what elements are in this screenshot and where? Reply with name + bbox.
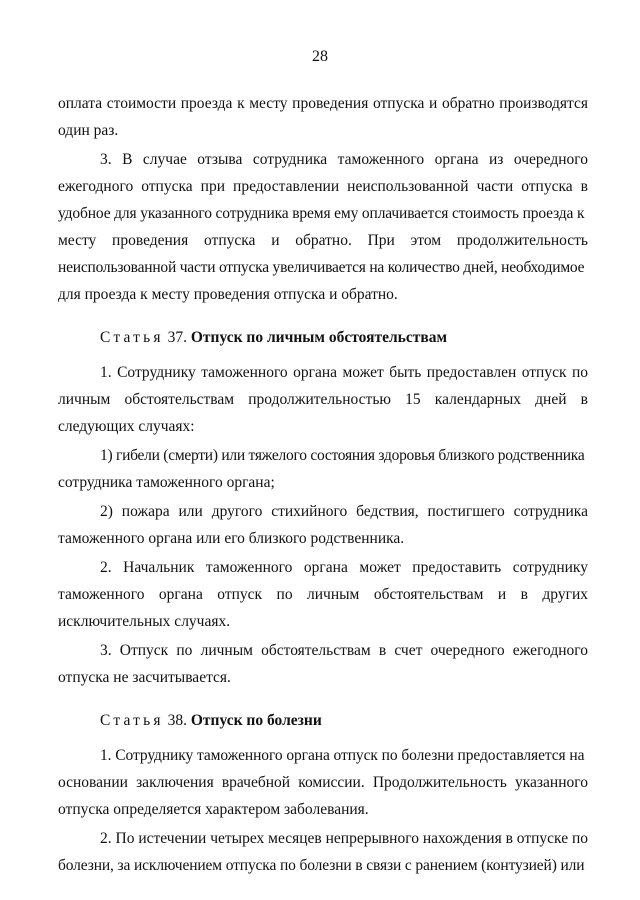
text-line: 2) пожара или другого стихийного бедствия, постигшего сотрудника bbox=[100, 503, 588, 520]
text-line: таможенного органа или его близкого родственника. bbox=[58, 530, 405, 547]
article-number: 37. bbox=[163, 329, 191, 346]
text-line: отпуска не засчитывается. bbox=[58, 669, 231, 686]
text-line: месту проведения отпуска и обратно. При этом продолжительность bbox=[58, 232, 588, 249]
text-line: один раз. bbox=[58, 122, 119, 139]
text-line: ежегодного отпуска при предоставлении неиспользованной части отпуска в bbox=[58, 178, 588, 195]
text-line: следующих случаях: bbox=[58, 418, 195, 435]
text-line: 2. Начальник таможенного органа может предоставить сотруднику bbox=[100, 559, 588, 576]
text-line: 3. Отпуск по личным обстоятельствам в счет очередного ежегодного bbox=[100, 642, 588, 659]
article-title: Отпуск по болезни bbox=[190, 712, 322, 729]
text-line: сотрудника таможенного органа; bbox=[58, 474, 275, 491]
text-line: оплата стоимости проезда к месту проведения отпуска и обратно производятся bbox=[58, 95, 588, 112]
text-line: отпуска определяется характером заболевания. bbox=[58, 801, 369, 818]
article-title: Отпуск по личным обстоятельствам bbox=[190, 329, 448, 346]
text-line: неиспользованной части отпуска увеличивается на количество дней, необходимое bbox=[58, 259, 585, 276]
text-line: 1) гибели (смерти) или тяжелого состояния здоровья близкого родственника bbox=[100, 447, 585, 464]
article-37-heading bbox=[58, 324, 588, 351]
text-line: 1. Сотруднику таможенного органа может быть предоставлен отпуск по bbox=[100, 364, 588, 381]
text-line: 3. В случае отзыва сотрудника таможенного органа из очередного bbox=[100, 151, 588, 168]
article-38-heading bbox=[58, 707, 588, 734]
document-body bbox=[58, 90, 588, 879]
article-word: Статья bbox=[100, 712, 164, 729]
text-line: исключительных случаях. bbox=[58, 613, 231, 630]
text-line: удобное для указанного сотрудника время ему оплачивается стоимость проезда к bbox=[58, 205, 585, 222]
text-line: 2. По истечении четырех месяцев непрерывного нахождения в отпуске по bbox=[100, 830, 588, 847]
text-line: основании заключения врачебной комиссии. Продолжительность указанного bbox=[58, 774, 588, 791]
text-line: таможенного органа отпуск по личным обстоятельствам и в других bbox=[58, 586, 588, 603]
text-line: личным обстоятельствам продолжительностью 15 календарных дней в bbox=[58, 391, 588, 408]
text-line: болезни, за исключением отпуска по болезни в связи с ранением (контузией) или bbox=[58, 857, 585, 874]
page-number: 28 bbox=[312, 48, 328, 65]
text-line: 1. Сотруднику таможенного органа отпуск по болезни предоставляется на bbox=[100, 747, 585, 764]
article-number: 38. bbox=[163, 712, 191, 729]
article-word: Статья bbox=[100, 329, 164, 346]
text-line: для проезда к месту проведения отпуска и обратно. bbox=[58, 286, 398, 303]
